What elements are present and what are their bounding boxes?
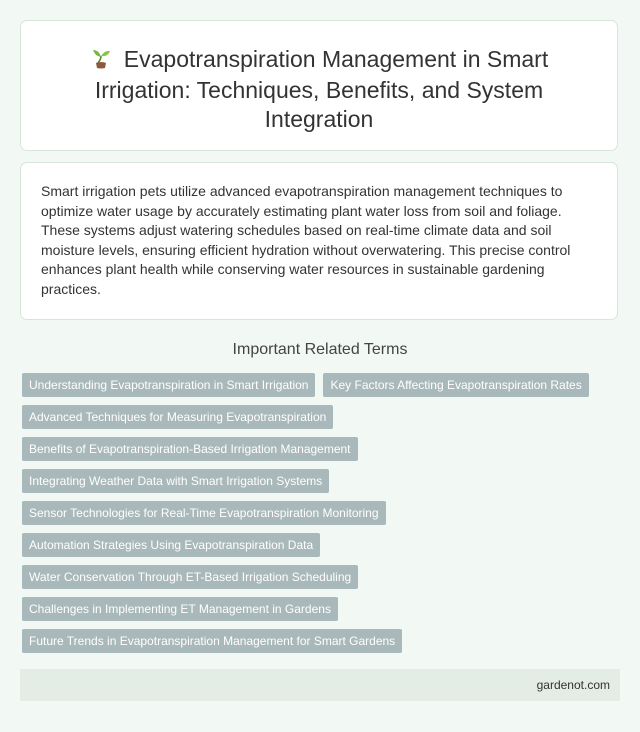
related-term-tag[interactable]: Understanding Evapotranspiration in Smart Irrigation [22, 373, 315, 397]
related-term-tag[interactable]: Challenges in Implementing ET Management in Gardens [22, 597, 338, 621]
page-title-text: Evapotranspiration Management in Smart Irrigation: Techniques, Benefits, and System Integration [94, 46, 549, 132]
related-term-tag[interactable]: Key Factors Affecting Evapotranspiration Rates [323, 373, 588, 397]
footer-site-link[interactable]: gardenot.com [536, 678, 610, 692]
summary-text: Smart irrigation pets utilize advanced evapotranspiration management techniques to optimize water usage by accurately estimating plant water loss from soil and foliage. These systems adjust watering schedules based on real-time climate data and soil moisture levels, ensuring efficient hydration without overwatering. This precise control enhances plant health while conserving water resources in sustainable gardening practices. [41, 183, 571, 297]
related-term-tag[interactable]: Sensor Technologies for Real-Time Evapotranspiration Monitoring [22, 501, 386, 525]
page-title [21, 21, 617, 134]
summary-card [20, 162, 618, 320]
related-term-tag[interactable]: Automation Strategies Using Evapotranspiration Data [22, 533, 320, 557]
seedling-icon [90, 47, 112, 76]
footer [20, 669, 620, 701]
related-term-tag[interactable]: Water Conservation Through ET-Based Irrigation Scheduling [22, 565, 358, 589]
related-term-tag[interactable]: Benefits of Evapotranspiration-Based Irrigation Management [22, 437, 358, 461]
title-card [20, 20, 618, 151]
related-terms-list [22, 373, 622, 653]
related-term-tag[interactable]: Integrating Weather Data with Smart Irrigation Systems [22, 469, 329, 493]
related-terms-heading: Important Related Terms [232, 341, 408, 358]
related-term-tag[interactable]: Advanced Techniques for Measuring Evapotranspiration [22, 405, 333, 429]
related-term-tag[interactable]: Future Trends in Evapotranspiration Management for Smart Gardens [22, 629, 402, 653]
